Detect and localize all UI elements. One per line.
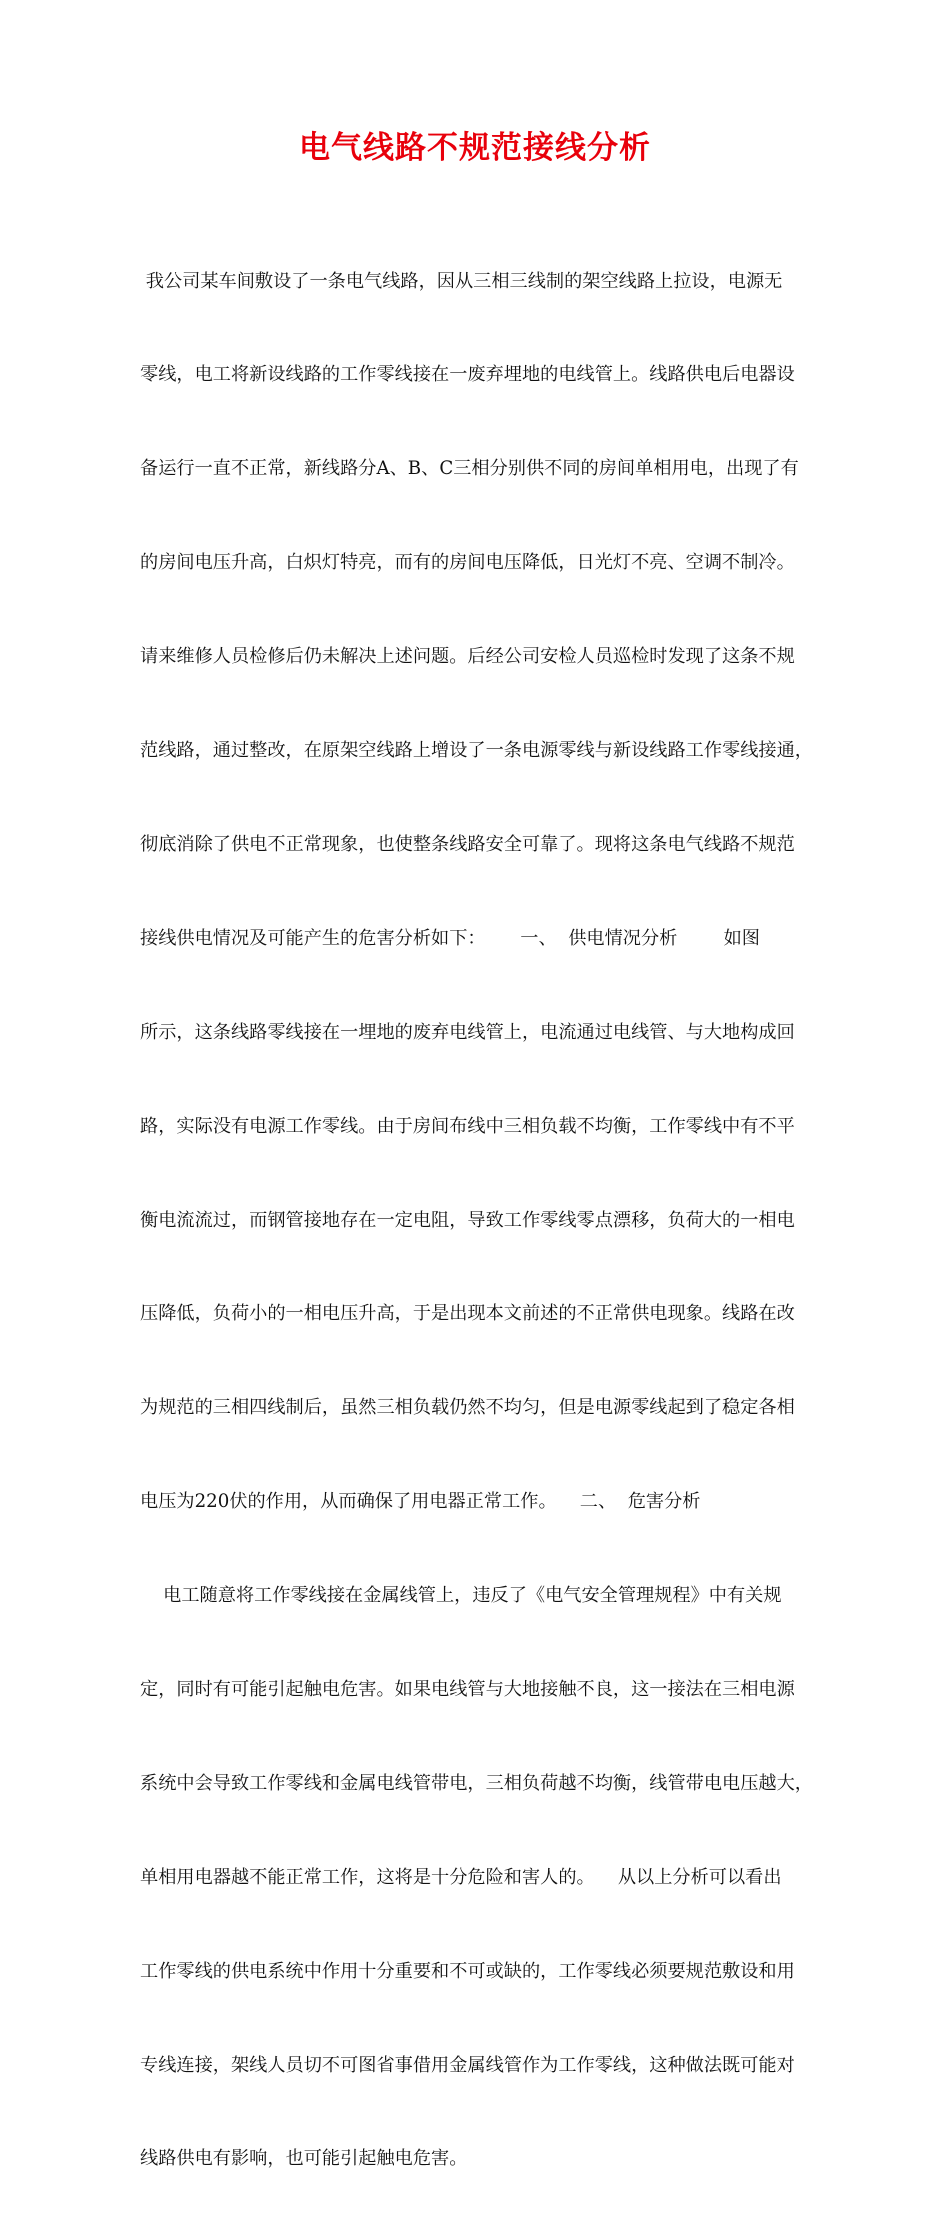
body-line-15: 电工随意将工作零线接在金属线管上，违反了《电气安全管理规程》中有关规 xyxy=(140,1585,782,1607)
body-line-12: 压降低，负荷小的一相电压升高，于是出现本文前述的不正常供电现象。线路在改 xyxy=(140,1303,795,1325)
body-line-21: 线路供电有影响，也可能引起触电危害。 xyxy=(140,2148,468,2170)
body-line-7: 彻底消除了供电不正常现象，也使整条线路安全可靠了。现将这条电气线路不规范 xyxy=(140,833,795,855)
body-line-19: 工作零线的供电系统中作用十分重要和不可或缺的，工作零线必须要规范敷设和用 xyxy=(140,1960,795,1982)
body-line-8: 接线供电情况及可能产生的危害分析如下： 一、 供电情况分析 如图 xyxy=(140,927,760,949)
body-line-14: 电压为220伏的作用，从而确保了用电器正常工作。 二、 危害分析 xyxy=(140,1491,701,1513)
body-line-13: 为规范的三相四线制后，虽然三相负载仍然不均匀，但是电源零线起到了稳定各相 xyxy=(140,1397,795,1419)
body-line-5: 请来维修人员检修后仍未解决上述问题。后经公司安检人员巡检时发现了这条不规 xyxy=(140,646,795,668)
body-line-17: 系统中会导致工作零线和金属电线管带电，三相负荷越不均衡，线管带电电压越大， xyxy=(140,1772,813,1794)
body-line-11: 衡电流流过，而钢管接地存在一定电阻，导致工作零线零点漂移，负荷大的一相电 xyxy=(140,1209,795,1231)
body-line-10: 路，实际没有电源工作零线。由于房间布线中三相负载不均衡，工作零线中有不平 xyxy=(140,1115,795,1137)
document-title: 电气线路不规范接线分析 xyxy=(299,130,651,166)
body-line-2: 零线，电工将新设线路的工作零线接在一废弃埋地的电线管上。线路供电后电器设 xyxy=(140,364,795,386)
body-line-4: 的房间电压升高，白炽灯特亮，而有的房间电压降低，日光灯不亮、空调不制冷。 xyxy=(140,552,795,574)
body-line-20: 专线连接，架线人员切不可图省事借用金属线管作为工作零线，这种做法既可能对 xyxy=(140,2054,795,2076)
body-line-9: 所示，这条线路零线接在一埋地的废弃电线管上，电流通过电线管、与大地构成回 xyxy=(140,1021,795,1043)
body-line-6: 范线路，通过整改，在原架空线路上增设了一条电源零线与新设线路工作零线接通， xyxy=(140,740,813,762)
body-line-3: 备运行一直不正常，新线路分A、B、C三相分别供不同的房间单相用电，出现了有 xyxy=(140,458,799,480)
body-line-18: 单相用电器越不能正常工作，这将是十分危险和害人的。 从以上分析可以看出 xyxy=(140,1866,782,1888)
body-line-16: 定，同时有可能引起触电危害。如果电线管与大地接触不良，这一接法在三相电源 xyxy=(140,1678,795,1700)
body-line-1: 我公司某车间敷设了一条电气线路，因从三相三线制的架空线路上拉设，电源无 xyxy=(140,270,783,292)
document-body xyxy=(140,203,830,2237)
